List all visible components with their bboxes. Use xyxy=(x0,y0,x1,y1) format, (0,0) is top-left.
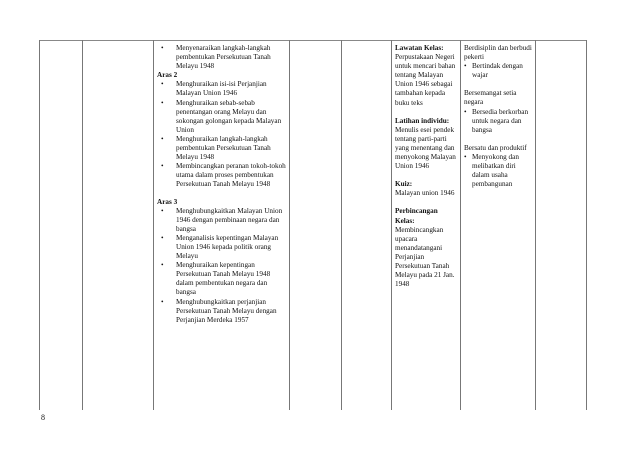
value-block xyxy=(464,44,534,80)
activity-heading: Perbincangan Kelas: xyxy=(395,207,438,225)
activity-text: Malayan union 1946 xyxy=(395,189,455,198)
activity-heading: Latihan individu: xyxy=(395,116,450,125)
activity-text: Menulis esei pendek tentang parti-parti yang menentang dan menyokong Malayan Union 1946 xyxy=(395,125,456,171)
list-item: • Menghubungkaitkan Malayan Union 1946 dengan pembinaan negara dan bangsa xyxy=(161,206,283,233)
activities-cell xyxy=(395,44,459,298)
table-divider xyxy=(153,40,154,410)
aras-3-list xyxy=(157,207,287,325)
aras-3-label: Aras 3 xyxy=(157,197,178,206)
activity-block xyxy=(395,117,459,172)
list-item: • Menyenaraikan langkah-langkah pembentukan Persekutuan Tanah Melayu 1948 xyxy=(161,44,271,71)
table-divider xyxy=(289,40,290,410)
aras-2-label: Aras 2 xyxy=(157,71,178,80)
value-text: Bersatu dan produktif xyxy=(464,143,527,152)
objectives-cell xyxy=(157,44,287,325)
table-divider xyxy=(460,40,461,410)
list-item: • Menghuraikan kepentingan Persekutuan Tanah Melayu 1948 dalam pembentukan negara dan bangsa xyxy=(161,261,271,297)
page-number: 8 xyxy=(41,413,45,422)
list-item: • Menyokong dan melibatkan diri dalam usaha pembangunan xyxy=(464,152,519,189)
list-item: • Menganalisis kepentingan Malayan Union 1946 kepada politik orang Melayu xyxy=(161,233,279,261)
top-objectives-list xyxy=(157,44,287,71)
value-block xyxy=(464,89,534,134)
activity-text: Membincangkan upacara menandatangani Perjanjian Persekutuan Tanah Melayu pada 21 Jan. 1948 xyxy=(395,225,455,289)
list-item: • Bertindak dengan wajar xyxy=(464,62,523,80)
aras-2-list xyxy=(157,80,287,189)
table-divider xyxy=(82,40,83,410)
activity-block xyxy=(395,44,459,108)
table-border-left xyxy=(39,40,40,410)
value-text: Berdisiplin dan berbudi pekerti xyxy=(464,44,532,62)
list-item: • Membincangkan peranan tokoh-tokoh utama dalam proses pembentukan Persekutuan Tanah Melayu 1948 xyxy=(161,162,286,189)
values-cell xyxy=(464,44,534,198)
activity-text: Perpustakaan Negeri untuk mencari bahan tentang Malayan Union 1946 sebagai tambahan kepada buku teks xyxy=(395,53,456,107)
activity-block xyxy=(395,180,459,198)
list-item: • Menghuraikan sebab-sebab penentangan orang Melayu dan sokongan golongan kepada Malayan Union xyxy=(161,98,282,134)
list-item: • Menghuraikan isi-isi Perjanjian Malayan Union 1946 xyxy=(161,80,267,98)
list-item: • Menghubungkaitkan perjanjian Persekutuan Tanah Melayu dengan Perjanjian Merdeka 1957 xyxy=(161,297,277,324)
list-item: • Menghuraikan langkah-langkah pembentukan Persekutuan Tanah Melayu 1948 xyxy=(161,134,271,162)
table-border-right xyxy=(586,40,587,410)
value-text: Bersemangat setia negara xyxy=(464,89,517,107)
table-divider xyxy=(391,40,392,410)
table-divider xyxy=(341,40,342,410)
activity-heading: Kuiz: xyxy=(395,180,413,189)
activity-heading: Lawatan Kelas: xyxy=(395,44,444,52)
value-block xyxy=(464,144,534,189)
activity-block xyxy=(395,207,459,289)
list-item: • Bersedia berkorban untuk negara dan bangsa xyxy=(464,107,529,134)
table-divider xyxy=(535,40,536,410)
